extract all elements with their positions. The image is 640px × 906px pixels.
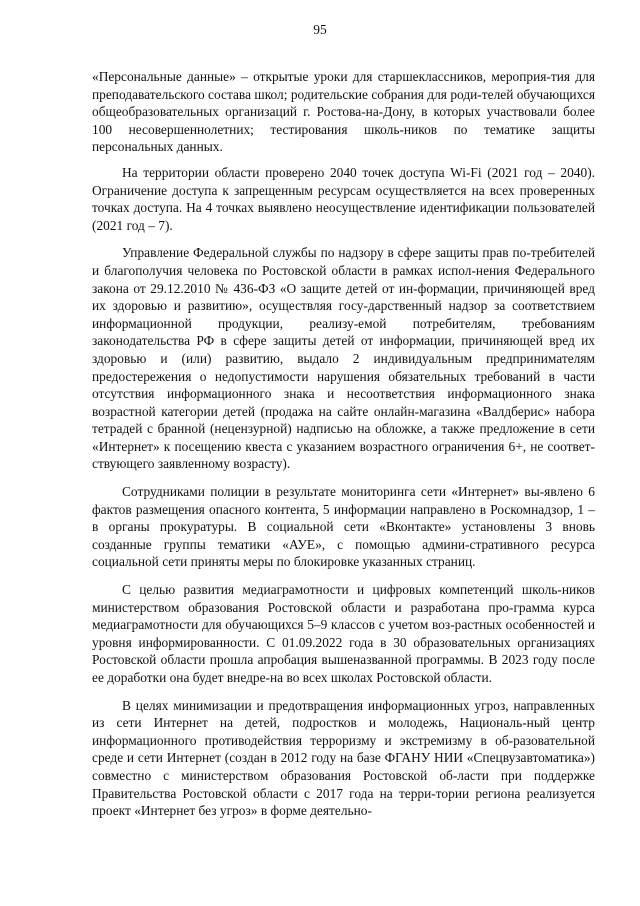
document-body [92, 68, 595, 820]
paragraph-internet-without-threats: В целях минимизации и предотвращения информационных угроз, направленных из сети Интернет на детей, подростков и молодежь, Националь-ный центр информационного противодействия терроризму и экстремизму в об-разовательной среде и сети Интернет (создан в 2012 году на базе ФГАНУ НИИ «Спецвузавтоматика») совместно с министерством образования Ростовской об-ласти при поддержке Правительства Ростовской области с 2017 года на терри-тории региона реализуется проект «Интернет без угроз» в форме деятельно- [92, 697, 595, 819]
paragraph-police-monitoring: Сотрудниками полиции в результате мониторинга сети «Интернет» вы-явлено 6 фактов размещения опасного контента, 5 информации направлено в Роскомнадзор, 1 – в органы прокуратуры. В социальной сети «Вконтакте» установлены 3 вновь созданные группы тематики «АУЕ», с помощью админи-стративного ресурса социальной сети приняты меры по блокировке указанных страниц. [92, 484, 595, 570]
paragraph-wifi-access-points: На территории области проверено 2040 точек доступа Wi-Fi (2021 год – 2040). Ограничение доступа к запрещенным ресурсам осуществляется на всех проверенных точках доступа. На 4 точках выявлено неосуществление идентификации пользователей (2021 год – 7). [92, 164, 595, 233]
page-number: 95 [313, 22, 327, 37]
paragraph-media-literacy: С целью развития медиаграмотности и цифровых компетенций школь-ников министерством образования Ростовской области и разработана про-грамма курса медиаграмотности для обучающихся 5–9 классов с учетом воз-растных особенностей и уровня информированности. С 01.09.2022 года в 30 образовательных организациях Ростовской области прошла апробация вышеназванной программы. В 2023 году после ее доработки она будет внедре-на во всех школах Ростовской области. [92, 582, 595, 685]
paragraph-personal-data-events: «Персональные данные» – открытые уроки для старшеклассников, мероприя-тия для преподавательского состава школ; родительские собрания для роди-телей обучающихся общеобразовательных организаций г. Ростова-на-Дону, в которых участвовали более 100 несовершеннолетних; тестирования школь-ников по тематике защиты персональных данных. [92, 69, 595, 155]
paragraph-rospotrebnadzor: Управление Федеральной службы по надзору в сфере защиты прав по-требителей и благополучия человека по Ростовской области в рамках испол-нения Федерального закона от 29.12.2010 № 436-ФЗ «О защите детей от ин-формации, причиняющей вред их здоровью и развитию», осуществляя госу-дарственный надзор за соответствием информационной продукции, реализу-емой потребителям, требованиям законодательства РФ в сфере защиты детей от информации, причиняющей вред их здоровью и (или) развитию, выдало 2 индивидуальным предпринимателям предостережения о недопустимости нарушения обязательных требований в части отсутствия информационного знака и несоответствия информационного знака возрастной категории детей (продажа на сайте онлайн-магазина «Валдберис» набора тетрадей с бранной (нецензурной) надписью на обложке, а также предложение в сети «Интернет» к посещению квеста с указанием возрастного ограничения 6+, не соответ-ствующего заявленному возрасту). [92, 245, 595, 472]
